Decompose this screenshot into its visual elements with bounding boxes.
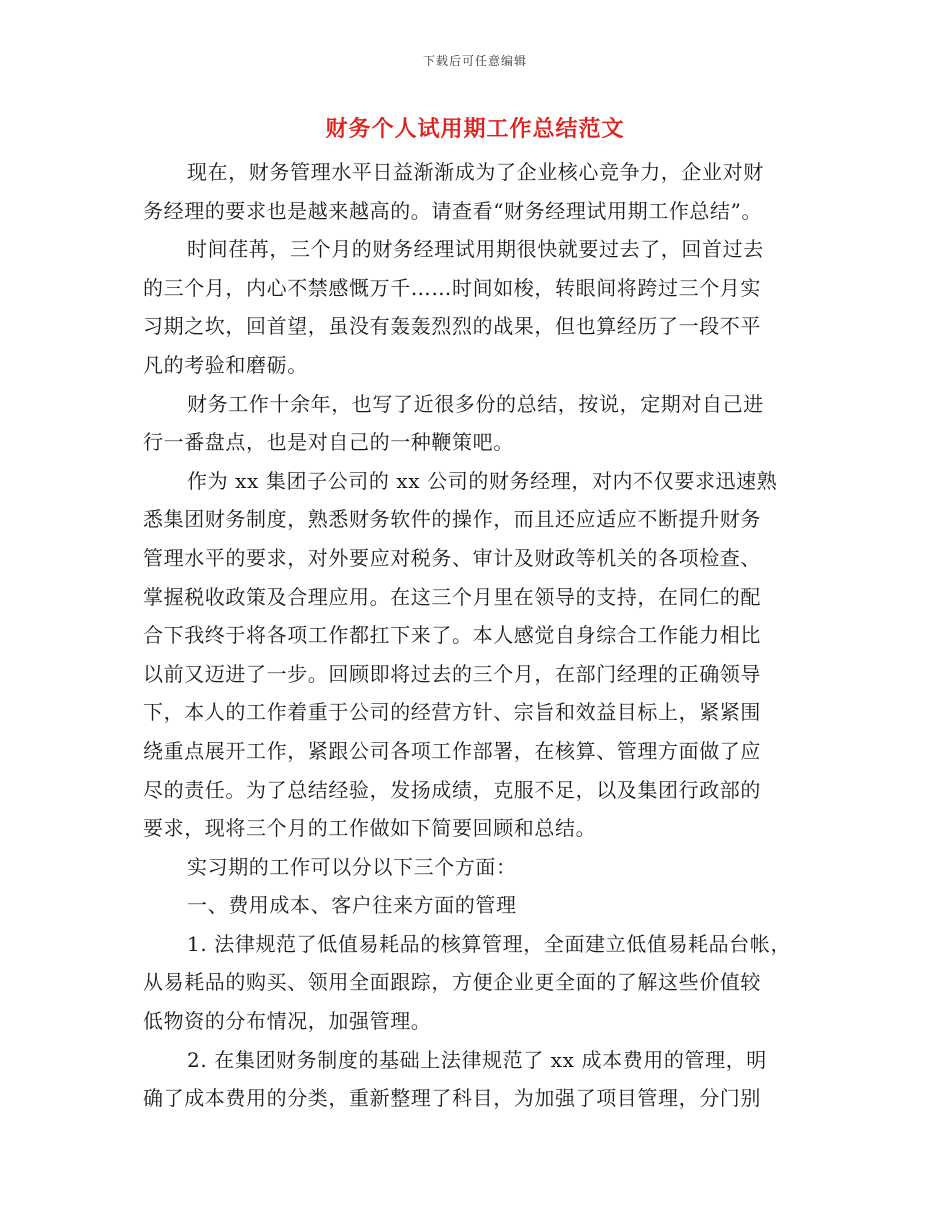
text-line: 管理水平的要求，对外要应对税务、审计及财政等机关的各项检查、 bbox=[143, 545, 761, 570]
text-line: 现在，财务管理水平日益渐渐成为了企业核心竞争力，企业对财 bbox=[187, 160, 764, 184]
text-line: 作为 xx 集团子公司的 xx 公司的财务经理，对内不仅要求迅速熟 bbox=[187, 468, 778, 493]
document-body bbox=[143, 153, 803, 1118]
text-line: 低物资的分布情况，加强管理。 bbox=[143, 1009, 432, 1034]
text-line: 时间荏苒，三个月的财务经理试用期很快就要过去了，回首过去 bbox=[187, 237, 764, 262]
text-line: 要求，现将三个月的工作做如下简要回顾和总结。 bbox=[143, 816, 597, 841]
text-line: 财务工作十余年，也写了近很多份的总结，按说，定期对自己进 bbox=[187, 391, 764, 416]
text-line: 尽的责任。为了总结经验，发扬成绩，克服不足，以及集团行政部的 bbox=[143, 777, 761, 802]
text-line: 合下我终于将各项工作都扛下来了。本人感觉自身综合工作能力相比 bbox=[143, 623, 761, 648]
document-title: 财务个人试用期工作总结范文 bbox=[325, 116, 625, 142]
text-line: 下，本人的工作着重于公司的经营方针、宗旨和效益目标上，紧紧围 bbox=[143, 700, 761, 725]
text-line: 1. 法律规范了低值易耗品的核算管理，全面建立低值易耗品台帐， bbox=[187, 931, 792, 956]
text-line: 实习期的工作可以分以下三个方面： bbox=[187, 854, 517, 879]
text-line: 一、费用成本、客户往来方面的管理 bbox=[187, 893, 517, 918]
text-line: 务经理的要求也是越来越高的。请查看“财务经理试用期工作总结”。 bbox=[143, 198, 763, 223]
text-line: 行一番盘点，也是对自己的一种鞭策吧。 bbox=[143, 430, 514, 455]
text-line: 掌握税收政策及合理应用。在这三个月里在领导的支持，在同仁的配 bbox=[143, 584, 761, 609]
text-line: 绕重点展开工作，紧跟公司各项工作部署，在核算、管理方面做了应 bbox=[143, 738, 761, 763]
text-line: 确了成本费用的分类，重新整理了科目，为加强了项目管理，分门别 bbox=[143, 1086, 761, 1111]
text-line: 2. 在集团财务制度的基础上法律规范了 xx 成本费用的管理，明 bbox=[187, 1047, 767, 1072]
text-line: 习期之坎，回首望，虽没有轰轰烈烈的战果，但也算经历了一段不平 bbox=[143, 314, 761, 339]
text-line: 悉集团财务制度，熟悉财务软件的操作，而且还应适应不断提升财务 bbox=[143, 507, 761, 532]
text-line: 凡的考验和磨砺。 bbox=[143, 352, 308, 377]
header-note: 下载后可任意编辑 bbox=[422, 54, 527, 68]
text-line: 从易耗品的购买、领用全面跟踪，方便企业更全面的了解这些价值较 bbox=[143, 970, 761, 995]
text-line: 的三个月，内心不禁感慨万千……时间如梭，转眼间将跨过三个月实 bbox=[143, 275, 761, 300]
text-line: 以前又迈进了一步。回顾即将过去的三个月，在部门经理的正确领导 bbox=[143, 661, 761, 686]
